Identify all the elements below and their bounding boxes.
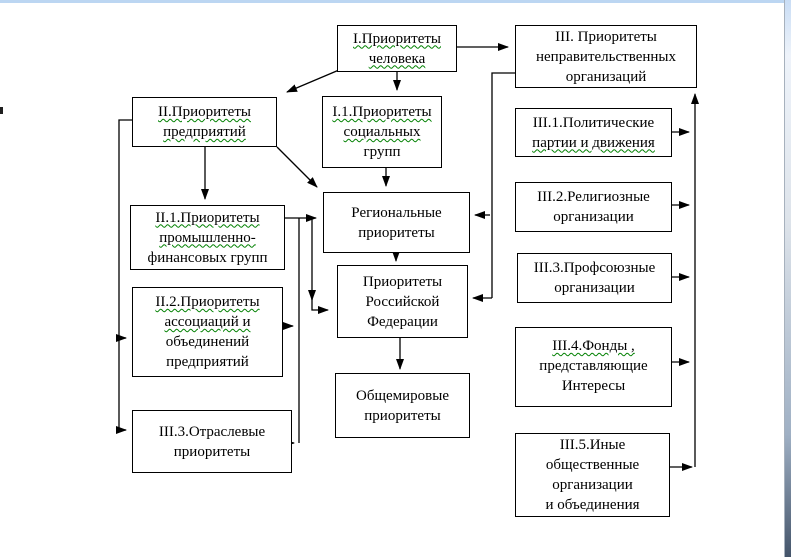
window-top-border — [0, 0, 791, 3]
box-line: социальных — [343, 124, 421, 140]
box-social-groups-priorities[interactable] — [322, 96, 442, 168]
box-line: Федерации — [367, 313, 438, 330]
box-line: III.3.Профсоюзные — [533, 260, 656, 276]
box-line: Интересы — [561, 378, 626, 394]
box-line: приоритеты — [173, 443, 251, 460]
box-line: организации — [552, 477, 633, 493]
box-line: Российской — [365, 293, 440, 310]
box-line: промышленно- — [159, 229, 256, 246]
box-line: групп — [363, 144, 401, 160]
box-line: финансовых групп — [147, 249, 268, 266]
box-human-priorities[interactable] — [337, 25, 457, 72]
box-line: Общемировые — [355, 387, 449, 404]
box-line: общественные — [545, 457, 640, 473]
box-line: II.2.Приоритеты — [155, 294, 260, 310]
box-line: организации — [554, 280, 635, 296]
box-trade-unions[interactable] — [517, 253, 672, 303]
box-ngo-priorities[interactable] — [515, 25, 697, 88]
box-global-priorities[interactable] — [335, 373, 470, 438]
box-line: III.3.Отраслевые — [158, 423, 266, 440]
box-line: приоритеты — [364, 407, 441, 424]
box-line: предприятий — [166, 354, 249, 370]
box-line: предприятий — [163, 124, 246, 140]
window-right-border — [784, 0, 791, 557]
box-other-public-orgs[interactable] — [515, 433, 670, 517]
box-line: III. Приоритеты — [555, 28, 657, 45]
box-sectoral-priorities[interactable] — [132, 410, 292, 473]
box-regional-priorities[interactable] — [323, 192, 470, 253]
box-fin-industrial-groups-priorities[interactable] — [130, 205, 285, 270]
box-line: ассоциаций и — [164, 314, 251, 330]
box-line: и объединения — [545, 497, 640, 513]
box-line: III.4.Фонды , — [552, 338, 635, 354]
box-associations-priorities[interactable] — [132, 287, 283, 377]
box-line: приоритеты — [358, 224, 435, 241]
box-line: представляющие — [539, 358, 648, 374]
box-line: неправительственных — [535, 48, 677, 65]
box-foundations[interactable] — [515, 327, 672, 407]
box-line: Приоритеты — [362, 273, 443, 290]
box-line: объединений — [165, 334, 250, 350]
box-line: III.5.Иные — [559, 437, 626, 453]
box-line: организаций — [565, 68, 647, 85]
box-line: III.2.Религиозные — [537, 189, 650, 205]
box-line: I.Приоритеты — [353, 30, 441, 47]
box-enterprise-priorities[interactable] — [132, 97, 277, 147]
box-line: I.1.Приоритеты — [332, 104, 432, 120]
box-line: II.Приоритеты — [158, 104, 251, 120]
box-line: II.1.Приоритеты — [155, 209, 260, 226]
box-line: Региональные — [351, 204, 442, 221]
box-line: организации — [553, 209, 634, 225]
box-religious-orgs[interactable] — [515, 182, 672, 232]
box-line: III.1.Политические — [532, 114, 655, 131]
box-line: партии и движения — [532, 134, 655, 151]
box-russian-federation-priorities[interactable] — [337, 265, 468, 338]
edge-artifact — [0, 107, 3, 114]
box-line: человека — [368, 50, 426, 67]
box-political-parties[interactable] — [515, 108, 672, 157]
